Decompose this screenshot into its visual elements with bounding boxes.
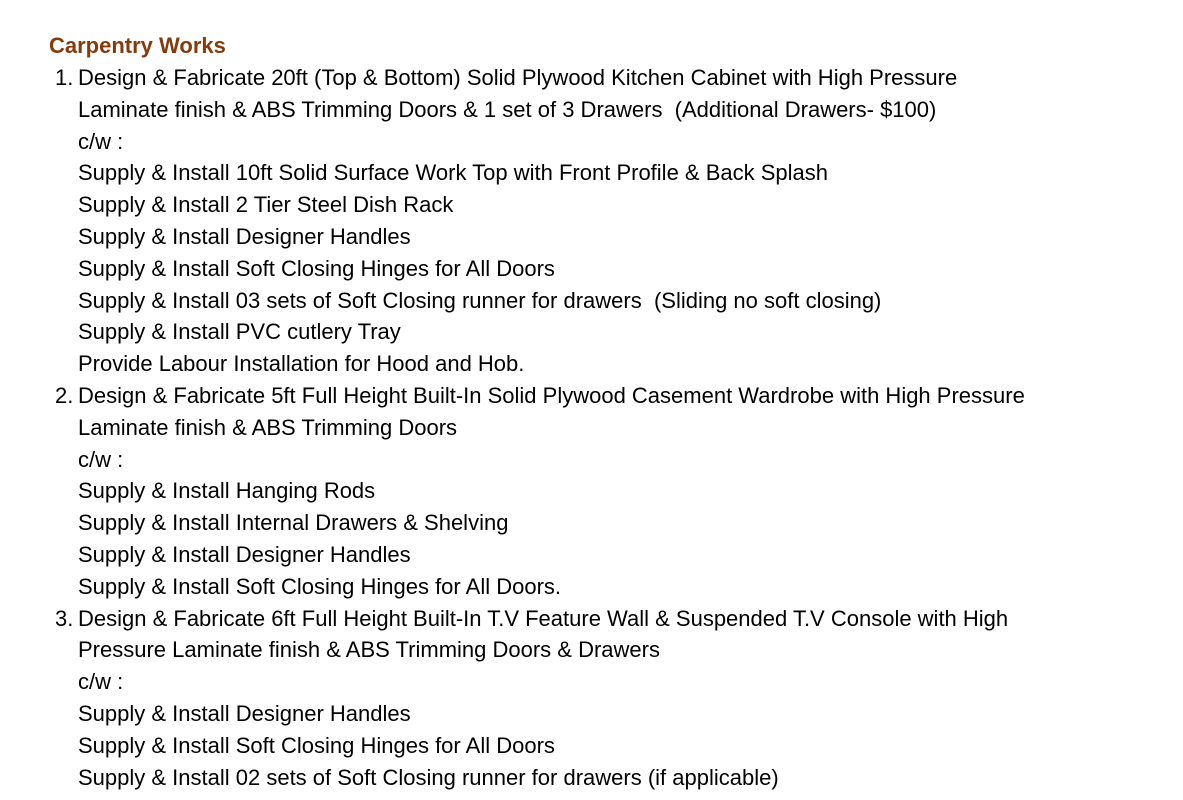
item-line: Supply & Install 03 sets of Soft Closing runner for drawers (Sliding no soft closing) (78, 287, 882, 313)
item-line: c/w : (78, 669, 124, 695)
item-line: Supply & Install 10ft Solid Surface Work Top with Front Profile & Back Splash (78, 160, 828, 186)
item-line: Supply & Install 02 sets of Soft Closing runner for drawers (if applicable) (78, 764, 779, 790)
item-number: 2. (55, 382, 74, 408)
item-line: Supply & Install Designer Handles (78, 700, 411, 726)
item-line: Supply & Install PVC cutlery Tray (78, 319, 401, 345)
item-number: 3. (55, 605, 74, 631)
item-line: Supply & Install Designer Handles (78, 223, 411, 249)
item-line: Supply & Install Soft Closing Hinges for All Doors. (78, 573, 562, 599)
item-line: Design & Fabricate 20ft (Top & Bottom) Solid Plywood Kitchen Cabinet with High Pressure (78, 65, 958, 90)
item-line: Laminate finish & ABS Trimming Doors & 1 set of 3 Drawers (Additional Drawers- $100) (78, 96, 937, 122)
list-item (0, 380, 1183, 603)
item-line: Supply & Install Internal Drawers & Shelving (78, 510, 509, 536)
item-line: Supply & Install Soft Closing Hinges for All Doors (78, 255, 555, 281)
item-line: Supply & Install Designer Handles (78, 541, 411, 567)
item-line: Design & Fabricate 6ft Full Height Built-In T.V Feature Wall & Suspended T.V Console with High (78, 605, 1009, 631)
item-number: 1. (55, 65, 74, 90)
section-title: Carpentry Works (49, 33, 226, 58)
list-item (0, 603, 1183, 794)
item-line: c/w : (78, 446, 124, 472)
item-line: c/w : (78, 128, 124, 154)
item-line: Pressure Laminate finish & ABS Trimming Doors & Drawers (78, 637, 660, 663)
carpentry-items-list (0, 62, 1183, 793)
item-line: Laminate finish & ABS Trimming Doors (78, 414, 458, 440)
item-line: Supply & Install Soft Closing Hinges for All Doors (78, 732, 555, 758)
item-line: Provide Labour Installation for Hood and Hob. (78, 351, 525, 377)
item-line: Supply & Install Hanging Rods (78, 478, 376, 504)
item-line: Design & Fabricate 5ft Full Height Built-In Solid Plywood Casement Wardrobe with High Pressure (78, 382, 1025, 408)
item-line: Supply & Install 2 Tier Steel Dish Rack (78, 192, 454, 218)
list-item (0, 62, 1183, 380)
